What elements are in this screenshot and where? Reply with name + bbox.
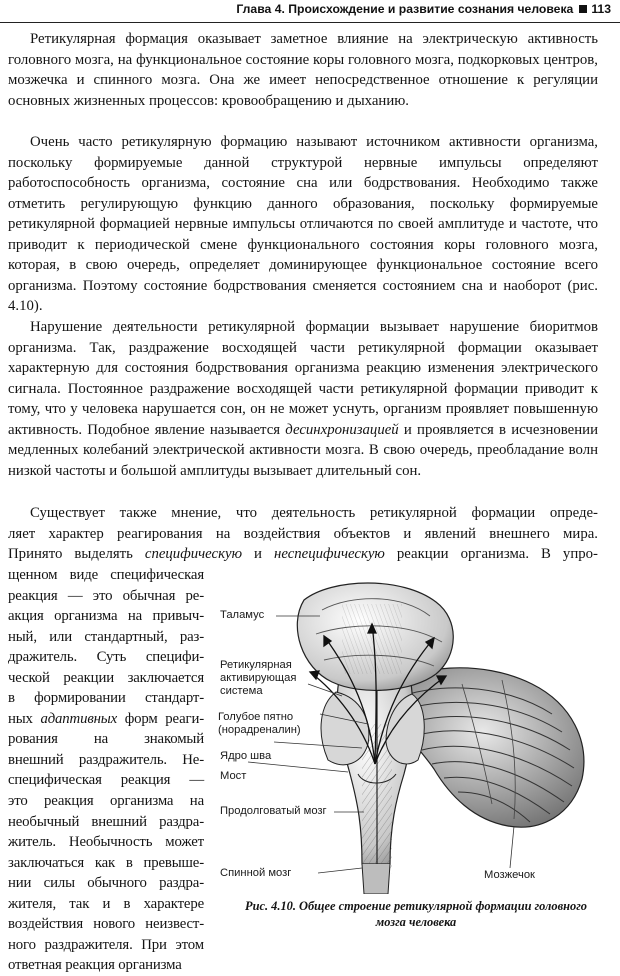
label-cerebellum: Мозжечок: [484, 869, 535, 881]
label-ras-line-3: система: [220, 685, 263, 697]
paragraph-4-full-width: [8, 503, 598, 565]
narrow-line: ческой реакции заключается: [8, 669, 204, 686]
label-pons: Мост: [220, 770, 247, 782]
paragraph-2: Очень часто ретикулярную формацию называют источником активности организма, поскольку формируемые данной структурой нервные импульсы определяют работоспособность организма, состояние сна или бодрствования. Необходимо также отметить регулирующую функцию данного образования, поскольку формируемые ретикулярной формацией нервные импульсы отличаются по своей амплитуде и частоте, что приводит к периодической смене функционального состояния коры головного мозга, которая, в свою очередь, определяет доминирующее функциональное состояние всего организма. Поэтому состояние бодрствования сменяется состоянием сна и наоборот (рис. 4.10).: [8, 134, 598, 315]
p4-line-3-a: Принято выделять: [8, 546, 145, 563]
paragraph-3: [8, 317, 598, 481]
narrow-line: щенном виде специфическая: [8, 567, 204, 583]
p4-line-1: Существует также мнение, что деятельность ретикулярной формации опреде-: [30, 505, 598, 521]
narrow-line-a: ных: [8, 710, 41, 727]
p3-text-b: и проявляется в исчезновении медленных колебаний электрической активности мозга. В свою очередь, преобладание волн низкой частоты и большой амплитуды вызывает длительный сон.: [8, 421, 599, 479]
p3-text-a: Нарушение деятельности ретикулярной формации вызывает нарушение биоритмов организма. Так, раздражение восходящей части ретикулярной формации оказывает характерную для состояния бодрствования организма реакцию изменения электрического сигнала. Постоянное раздражение восходящей части ретикулярной формации приводит к тому, что у человека нарушается сон, он не может уснуть, организм проявляет повышенную активность. Подобное явление называется: [8, 319, 598, 438]
p4-line-3-b: и: [242, 546, 274, 563]
narrow-line: специфическая реакция —: [8, 772, 204, 789]
narrow-line: ответная реакция организма: [8, 957, 182, 974]
narrow-line: ный, или стандартный, раз-: [8, 628, 204, 645]
chapter-title-text: Глава 4. Происхождение и развитие сознания человека: [236, 2, 574, 16]
p4-line-3: [8, 544, 598, 565]
p4-line-2: ляет характер реагирования на воздействия объектов и явлений внешнего мира.: [8, 525, 598, 542]
term-nonspecific: неспецифическую: [274, 546, 385, 563]
narrow-line: ного раздражителя. При этом: [8, 936, 204, 953]
term-specific: специфическую: [144, 546, 243, 563]
narrow-line: [8, 709, 204, 730]
page-number: 113: [591, 2, 611, 16]
narrow-line: это реакция организма на: [8, 793, 204, 810]
label-spinal-cord: Спинной мозг: [220, 867, 292, 879]
label-raphe-nucleus: Ядро шва: [220, 750, 272, 762]
narrow-line: нии силы обычного раздра-: [8, 875, 204, 892]
square-bullet-icon: [579, 5, 587, 13]
label-thalamus: Таламус: [220, 609, 265, 621]
narrow-line-d: вания на знакомый: [22, 731, 204, 748]
narrow-line: заключаться как в превыше-: [8, 854, 204, 871]
term-desynchronization: десинхронизацией: [285, 421, 399, 438]
label-noradrenaline: (норадреналин): [218, 724, 301, 736]
caption-text: Общее строение ретикулярной формации головного мозга человека: [295, 899, 587, 929]
p4-line-3-c: реакции организма. В упро-: [384, 546, 598, 563]
label-ras-line-1: Ретикулярная: [220, 659, 292, 671]
narrow-line: дражитель. Суть специфи-: [8, 649, 204, 666]
narrow-line: [8, 729, 204, 750]
narrow-line: реакция — это обычная ре-: [8, 587, 204, 604]
label-ras-line-2: активирующая: [220, 672, 297, 684]
narrow-line: акция организма на привыч-: [8, 608, 204, 625]
term-adaptive: адаптивных: [40, 710, 118, 727]
figure-caption: [232, 898, 600, 930]
narrow-line-b: форм реаги-: [117, 710, 204, 727]
brainstem-shape: [321, 672, 424, 894]
narrow-line: внешний раздражитель. Не-: [8, 751, 204, 768]
narrow-line: воздействия нового неизвест-: [8, 916, 204, 933]
narrow-line: в формировании стандарт-: [8, 690, 204, 707]
paragraph-1: Ретикулярная формация оказывает заметное влияние на электрическую активность головного мозга, на функциональное состояние коры головного мозга, подкорковых центров, мозжечка и спинного мозга. Она же имеет непосредственное отношение к регуляции основных жизненных процессов: кровообращению и дыханию.: [8, 31, 598, 109]
running-header: [0, 0, 620, 23]
figure-4-10: [212, 564, 612, 894]
caption-number: Рис. 4.10.: [245, 899, 296, 913]
paragraph-4-narrow-column: [8, 565, 204, 976]
narrow-line: житель. Необычность может: [8, 834, 204, 851]
label-medulla: Продолговатый мозг: [220, 805, 327, 817]
narrow-line: необычный внешний раздра-: [8, 813, 204, 830]
narrow-line: жителя, так и в характере: [8, 895, 204, 912]
narrow-line-c: ро: [8, 731, 23, 748]
label-locus-coeruleus: Голубое пятно: [218, 711, 294, 723]
chapter-title: [236, 2, 611, 16]
